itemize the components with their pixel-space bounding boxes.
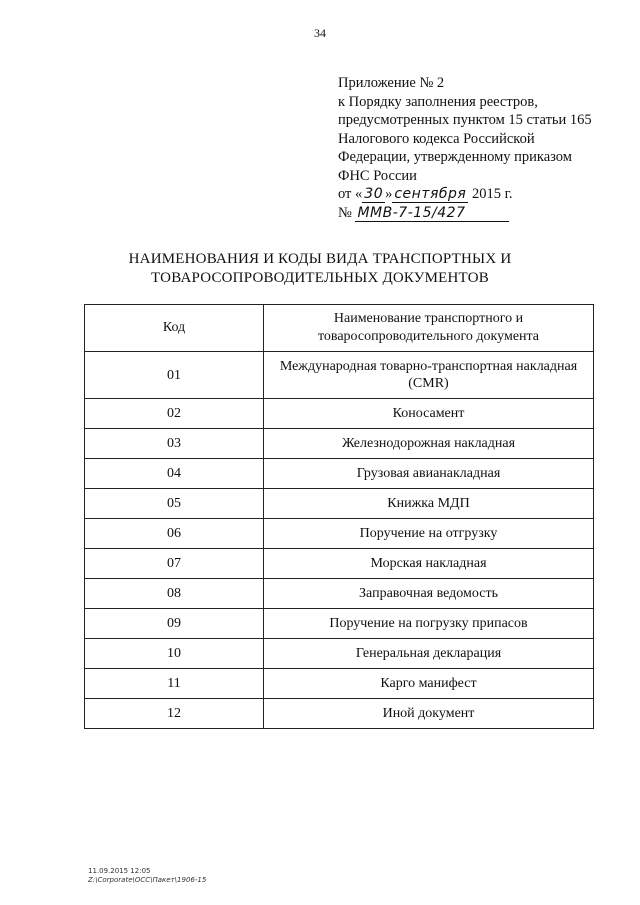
- row-name-line: (CMR): [408, 376, 449, 391]
- row-name: Иной документ: [264, 699, 594, 729]
- footer-path: Z:\Corporate\ОСС\Пакет\1906-15: [88, 876, 207, 884]
- order-number: [338, 204, 628, 223]
- table-row: [85, 489, 594, 519]
- appendix-line: к Порядку заполнения реестров,: [338, 93, 538, 110]
- date-day: 30: [364, 186, 384, 202]
- row-code: 10: [85, 639, 264, 669]
- row-code: 09: [85, 609, 264, 639]
- table-row: [85, 459, 594, 489]
- header-name-line: товаросопроводительного документа: [317, 329, 540, 344]
- number-prefix: №: [338, 204, 356, 221]
- page-number: 34: [314, 26, 326, 40]
- table-row: [85, 549, 594, 579]
- table-row: [85, 352, 594, 399]
- header-name: [264, 305, 594, 352]
- appendix-header: [338, 74, 628, 222]
- date-mid: »: [385, 186, 393, 202]
- row-code: 01: [85, 352, 264, 399]
- row-name: Грузовая авианакладная: [264, 459, 594, 489]
- header-name-line: Наименование транспортного и: [333, 311, 524, 326]
- row-name: Книжка МДП: [264, 489, 594, 519]
- table-row: [85, 579, 594, 609]
- row-name-line: Международная товарно-транспортная накладная: [279, 359, 578, 374]
- row-code: 07: [85, 549, 264, 579]
- header-code: Код: [85, 305, 264, 352]
- title-line: НАИМЕНОВАНИЯ И КОДЫ ВИДА ТРАНСПОРТНЫХ И: [128, 251, 512, 267]
- table-row: [85, 669, 594, 699]
- table-row: [85, 639, 594, 669]
- row-name: Поручение на отгрузку: [264, 519, 594, 549]
- row-name: Морская накладная: [264, 549, 594, 579]
- row-name: [264, 352, 594, 399]
- table-row: [85, 429, 594, 459]
- order-date: [338, 185, 628, 204]
- table-row: [85, 699, 594, 729]
- row-name: Коносамент: [264, 399, 594, 429]
- title-line: ТОВАРОСОПРОВОДИТЕЛЬНЫХ ДОКУМЕНТОВ: [151, 270, 489, 286]
- row-code: 06: [85, 519, 264, 549]
- appendix-line: Приложение № 2: [338, 75, 445, 91]
- row-code: 04: [85, 459, 264, 489]
- row-code: 11: [85, 669, 264, 699]
- date-month: сентября: [394, 186, 467, 202]
- table-row: [85, 399, 594, 429]
- table-row: [85, 519, 594, 549]
- row-name: Поручение на погрузку припасов: [264, 609, 594, 639]
- footer-timestamp: 11.09.2015 12:05: [88, 867, 151, 875]
- date-prefix: от «: [338, 186, 363, 202]
- appendix-line: предусмотренных пунктом 15 статьи 165: [338, 112, 592, 128]
- appendix-line: ФНС России: [338, 167, 417, 184]
- row-code: 03: [85, 429, 264, 459]
- row-name: Железнодорожная накладная: [264, 429, 594, 459]
- appendix-line: Налогового кодекса Российской: [338, 130, 535, 147]
- row-code: 12: [85, 699, 264, 729]
- row-name: Заправочная ведомость: [264, 579, 594, 609]
- document-title: [0, 250, 640, 288]
- date-suffix: 2015 г.: [468, 186, 513, 202]
- number-value: ММВ-7-15/427: [355, 205, 509, 222]
- row-code: 05: [85, 489, 264, 519]
- table-header-row: [85, 305, 594, 352]
- row-name: Карго манифест: [264, 669, 594, 699]
- row-code: 08: [85, 579, 264, 609]
- row-name: Генеральная декларация: [264, 639, 594, 669]
- codes-table: [84, 304, 594, 729]
- file-footer: [88, 867, 206, 885]
- row-code: 02: [85, 399, 264, 429]
- appendix-line: Федерации, утвержденному приказом: [338, 149, 572, 165]
- table-row: [85, 609, 594, 639]
